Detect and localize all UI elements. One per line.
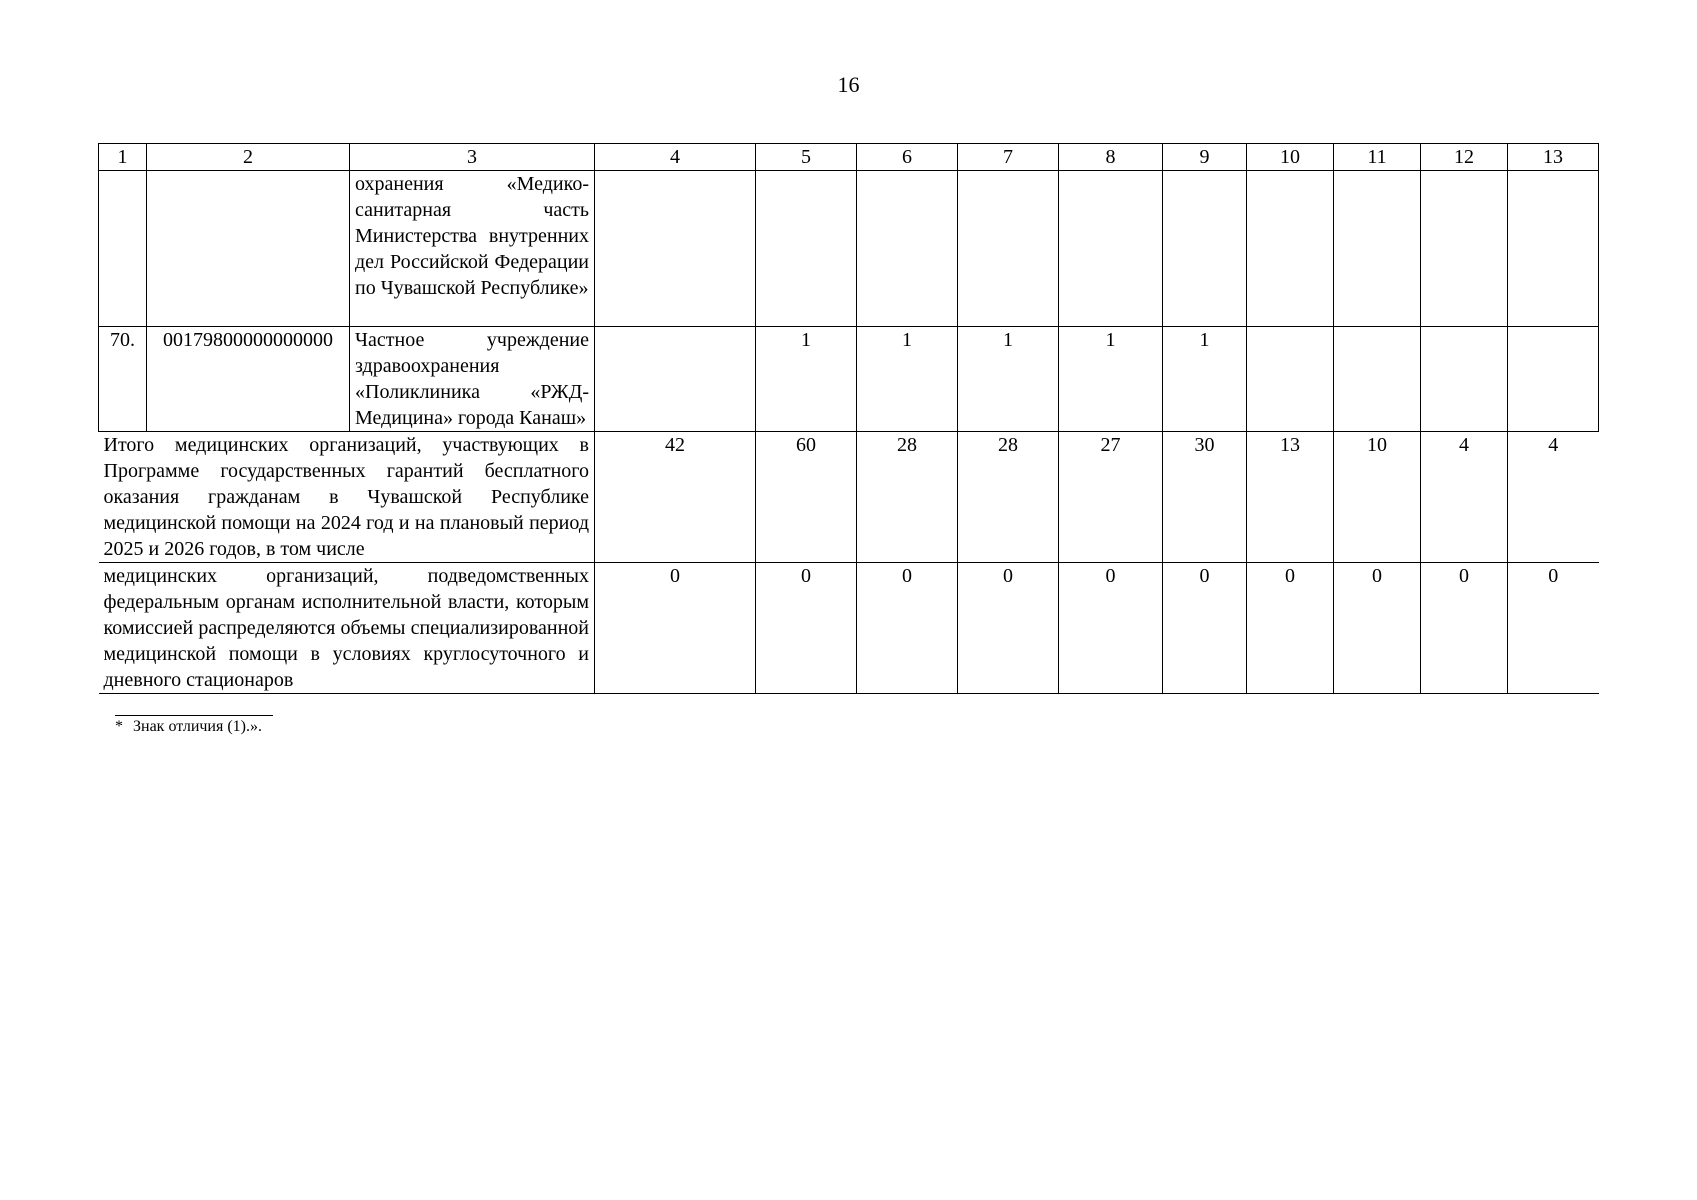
value-cell: 13 [1247, 432, 1334, 563]
total-row [99, 432, 1599, 563]
header-row [99, 144, 1599, 171]
header-cell: 10 [1247, 144, 1334, 171]
federal-row [99, 563, 1599, 694]
value-cell: 0 [958, 563, 1059, 694]
header-cell: 6 [857, 144, 958, 171]
footnote-divider [115, 715, 273, 716]
value-cell: 0 [1247, 563, 1334, 694]
page-number: 16 [837, 72, 860, 97]
table-row [99, 327, 1599, 432]
value-cell: 4 [1421, 432, 1508, 563]
footnote-text: Знак отличия (1).». [133, 718, 263, 735]
value-cell: 0 [595, 563, 756, 694]
federal-label-cell: медицинских организаций, подведомственных федеральным органам исполнительной власти, которым комиссией распределяются объемы специализированной медицинской помощи в условиях круглосуточного и дневного стационаров [99, 563, 595, 694]
header-cell: 8 [1059, 144, 1163, 171]
value-cell: 0 [1421, 563, 1508, 694]
value-cell [756, 171, 857, 327]
value-cell [1421, 171, 1508, 327]
organization-name-cell: охранения «Медико-санитарная часть Министерства внутренних дел Российской Федерации по Чувашской Республике» [350, 171, 595, 327]
header-cell: 3 [350, 144, 595, 171]
header-cell: 12 [1421, 144, 1508, 171]
value-cell [1508, 171, 1599, 327]
row-index-cell [99, 171, 147, 327]
header-cell: 13 [1508, 144, 1599, 171]
header-cell: 5 [756, 144, 857, 171]
value-cell [857, 171, 958, 327]
value-cell [1247, 171, 1334, 327]
value-cell [595, 171, 756, 327]
value-cell: 1 [857, 327, 958, 432]
header-cell: 9 [1163, 144, 1247, 171]
value-cell [958, 171, 1059, 327]
header-cell: 11 [1334, 144, 1421, 171]
row-code-cell [147, 171, 350, 327]
organization-name-cell: Частное учреждение здравоохранения «Поликлиника «РЖД-Медицина» города Канаш» [350, 327, 595, 432]
header-cell: 2 [147, 144, 350, 171]
value-cell: 0 [1508, 563, 1599, 694]
header-cell: 7 [958, 144, 1059, 171]
value-cell [1163, 171, 1247, 327]
value-cell [1059, 171, 1163, 327]
value-cell: 1 [958, 327, 1059, 432]
value-cell [1421, 327, 1508, 432]
value-cell [1508, 327, 1599, 432]
value-cell: 1 [1163, 327, 1247, 432]
value-cell: 27 [1059, 432, 1163, 563]
value-cell [1247, 327, 1334, 432]
table-row [99, 171, 1599, 327]
value-cell: 0 [756, 563, 857, 694]
value-cell: 30 [1163, 432, 1247, 563]
value-cell: 1 [756, 327, 857, 432]
value-cell: 28 [857, 432, 958, 563]
footnote [115, 718, 262, 736]
footnote-mark: * [115, 718, 123, 735]
value-cell: 42 [595, 432, 756, 563]
value-cell: 0 [857, 563, 958, 694]
row-index-cell: 70. [99, 327, 147, 432]
row-code-cell: 00179800000000000 [147, 327, 350, 432]
total-label-cell: Итого медицинских организаций, участвующих в Программе государственных гарантий бесплатного оказания гражданам в Чувашской Республике медицинской помощи на 2024 год и на плановый период 2025 и 2026 годов, в том числе [99, 432, 595, 563]
header-cell: 4 [595, 144, 756, 171]
value-cell: 60 [756, 432, 857, 563]
value-cell: 1 [1059, 327, 1163, 432]
value-cell: 28 [958, 432, 1059, 563]
value-cell [1334, 171, 1421, 327]
value-cell: 10 [1334, 432, 1421, 563]
value-cell [1334, 327, 1421, 432]
value-cell: 0 [1163, 563, 1247, 694]
medical-organizations-table [98, 143, 1599, 694]
value-cell: 0 [1334, 563, 1421, 694]
value-cell: 4 [1508, 432, 1599, 563]
value-cell [595, 327, 756, 432]
header-cell: 1 [99, 144, 147, 171]
value-cell: 0 [1059, 563, 1163, 694]
